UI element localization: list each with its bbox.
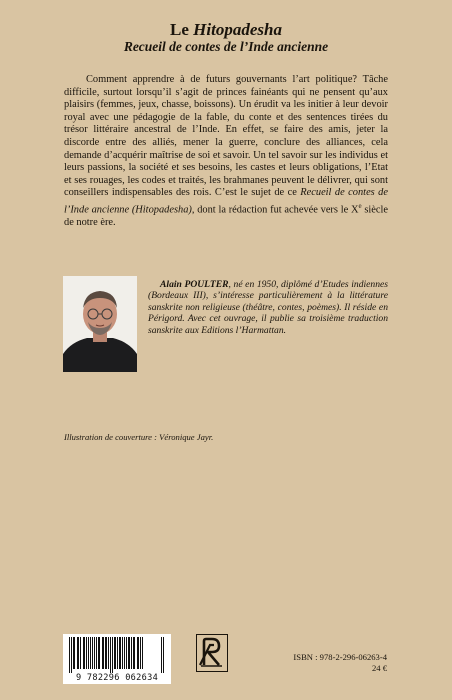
author-photo [63,276,137,372]
barcode-digits: 9 782296 062634 [75,673,159,683]
barcode [63,634,171,684]
isbn-number: ISBN : 978-2-296-06263-4 [293,652,387,662]
title-main: Hitopadesha [193,20,282,39]
summary-text-1: Comment apprendre à de futurs gouvernants l’art politique? Tâche difficile, surtout lorsqu’il s’agit de princes fainéants qui ne pensent qu’aux plaisirs (femmes, jeux, chasse, boissons). Un érudit va les initier à leur devoir royal avec une pédagogie de la fable, du conte et des sentences tirées du trésor littéraire ancestral de l’Inde. En effet, se faire des amis, jeter la discorde entre des alliés, mener la guerre, conclure des alliances, cela demande d’acquérir maîtrise de soi et savoir. Un tel savoir sur les individus et leurs passions, la société et ses besoins, les castes et leurs obligations, l’Etat et ses rouages, les codes et traités, les brahmanes peuvent le délivrer, qui sont conseillers indispensables des rois. C’est le sujet de ce [64,74,388,199]
book-subtitle: Recueil de contes de l’Inde ancienne [123,39,329,54]
book-title [0,20,452,39]
summary-italic-title: Recueil de contes de l’Inde ancienne (Hitopadesha) [64,187,388,216]
author-portrait-image [63,276,137,372]
summary-superscript: e [358,201,362,210]
author-name: Alain POULTER [160,279,229,290]
publisher-logo-icon [196,634,228,672]
author-bio [148,279,388,336]
book-title-block [0,20,452,55]
summary-paragraph [64,74,388,230]
summary-text-2: , dont la rédaction fut achevée vers le X [191,204,359,216]
author-bio-text: , né en 1950, diplômé d’Etudes indiennes (Bordeaux III), s’intéresse particulièrement à la littérature sanskrite non religieuse (théâtre, contes, poèmes). Il réside en Périgord. Avec cet ouvrage, il publie sa troisième traduction sanskrite aux Editions l’Harmattan. [148,279,389,336]
summary-text-3: siècle de notre ère. [64,204,388,228]
title-prefix: Le [170,20,194,39]
illustration-credit: Illustration de couverture : Véronique Jayr. [64,432,214,442]
price: 24 € [371,663,387,673]
barcode-bars [68,637,166,673]
isbn-block [252,652,387,674]
